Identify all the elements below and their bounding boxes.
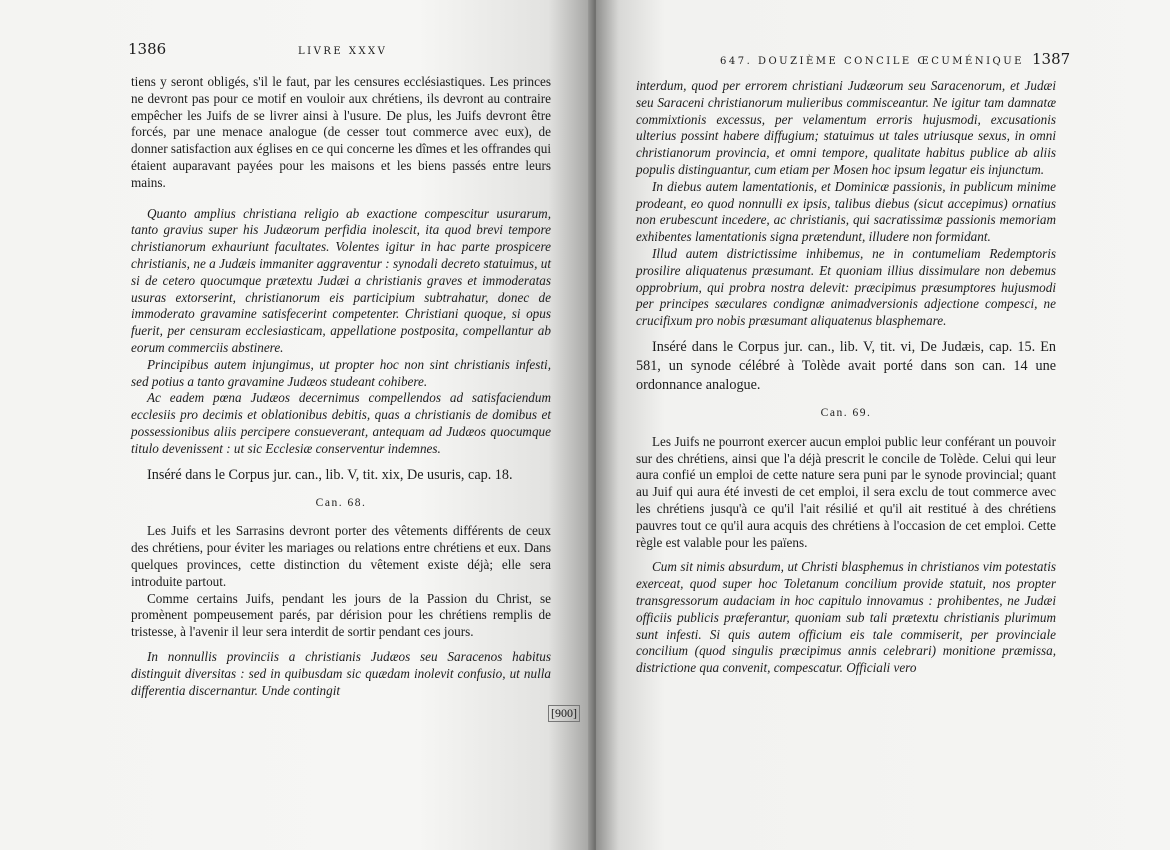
canon-heading: Can. 68. — [315, 496, 367, 509]
right-page — [596, 0, 1170, 850]
right-running-title: 647. DOUZIÈME CONCILE ŒCUMÉNIQUE — [720, 56, 1024, 67]
margin-page-reference: [900] — [548, 705, 580, 722]
canon-heading: Can. 69. — [820, 406, 872, 419]
right-page-number: 1387 — [1032, 50, 1071, 68]
source-note: Inséré dans le Corpus jur. can., lib. V, tit. vi, De Judæis, cap. 15. En 581, un synode célébré à Tolède avait porté dans son can. 14 une ordonnance analogue. — [636, 338, 1056, 393]
paragraph: Comme certains Juifs, pendant les jours de la Passion du Christ, se promènent pompeusement parés, par dérision pour les chrétiens remplis de tristesse, à l'avenir il leur sera interdit de sortir pendant ces jours. — [131, 590, 551, 640]
latin-paragraph: Cum sit nimis absurdum, ut Christi blasphemus in christianos vim potestatis exerceat, quod super hoc Toletanum concilium provide statuit, nos propter transgressorum audaciam in hoc capitulo innovamus : prohibentes, ne Judæi officiis publicis præferantur, quoniam sub tali prætextu christianis plurimum sunt infesti. Si quis autem officium eis tale commiserit, per provinciale concilium (quod singulis præcipimus annis celebrari) monitione præmissa, districtione qua convenit, compescatur. Officiali vero — [636, 559, 1056, 676]
latin-paragraph: Illud autem districtissime inhibemus, ne in contumeliam Redemptoris prosilire aliquatenus præsumant. Et quoniam illius dissimulare non debemus opprobrium, qui probra nostra delevit: præcipimus præsumptores hujusmodi per principes sæculares condignæ animadversionis adjectione compesci, ne crucifixum pro nobis præsumant aliquatenus blasphemare. — [636, 245, 1056, 329]
latin-paragraph: In diebus autem lamentationis, et Dominicæ passionis, in publicum minime prodeant, eo quod nonnulli ex ipsis, talibus diebus (sicut accepimus) ornatius non erubescunt incedere, ac christianis, qui sacratissimæ passionis memoriam exhibentes lamentationis signa prætendunt, illudere non formidant. — [636, 178, 1056, 245]
left-page-number: 1386 — [128, 40, 167, 58]
source-note: Inséré dans le Corpus jur. can., lib. V, tit. xix, De usuris, cap. 18. — [147, 466, 513, 483]
latin-paragraph: interdum, quod per errorem christiani Judæorum seu Saracenorum, et Judæi seu Saraceni christianorum mulieribus commisceantur. Ne igitur tam damnatæ commixtionis excessus, per velamentum erroris hujusmodi, excusationis ulterius possint habere diffugium; statuimus ut tales utriusque sexus, in omni christianorum provincia, et omni tempore, qualitate habitus publice ab aliis populis distinguantur, cum etiam per Mosen hoc ipsum legatur eis injunctum. — [636, 78, 1056, 177]
latin-paragraph: Principibus autem injungimus, ut propter hoc non sint christianis infesti, sed potius a tanto gravamine Judæos studeant cohibere. — [131, 356, 551, 389]
left-running-title: LIVRE XXXV — [298, 46, 388, 57]
latin-paragraph: In nonnullis provinciis a christianis Judæos seu Saracenos habitus distinguit diversitas : sed in quibusdam sic quædam inolevit confusio, ut nulla differentia discernantur. Unde contingit — [131, 648, 551, 698]
paragraph: tiens y seront obligés, s'il le faut, par les censures ecclésiastiques. Les princes ne devront pas pour ce motif en vouloir aux chrétiens, ils devront au contraire empêcher les Juifs de se livrer ainsi à l'usure. De plus, les Juifs devront être forcés, par une menace analogue (de cesser tout commerce avec eux), de donner satisfaction aux églises en ce qui concerne les dîmes et les offrandes qui étaient auparavant payées pour les maisons et les biens passés entre leurs mains. — [131, 74, 551, 190]
latin-paragraph: Quanto amplius christiana religio ab exactione compescitur usurarum, tanto gravius super his Judæorum perfidia inolescit, ita quod brevi tempore christianorum exhauriunt facultates. Volentes igitur in hac parte prospicere christianis, ne a Judæis immaniter aggraventur : synodali decreto statuimus, ut si de cetero quocumque prætextu Judæi a christianis graves et immoderatas usuras extorserint, christianorum eis participium subtrahatur, donec de immoderato gravamine satisfecerint competenter. Christiani quoque, si opus fuerit, per censuram ecclesiasticam, appellatione postposita, compellantur ab eorum commerciis abstinere. — [131, 205, 551, 355]
paragraph: Les Juifs et les Sarrasins devront porter des vêtements différents de ceux des chrétiens, pour éviter les mariages ou relations entre chrétiens et eux. Dans quelques provinces, cette distinction du vêtement existe déjà; elle sera introduite partout. — [131, 523, 551, 589]
paragraph: Les Juifs ne pourront exercer aucun emploi public leur conférant un pouvoir sur des chrétiens, ainsi que l'a déjà prescrit le concile de Tolède. Celui qui leur aura confié un emploi de cette nature sera puni par le synode provincial; quant au Juif qui aura été investi de cet emploi, il sera exclu de tout commerce avec les chrétiens jusqu'à ce qu'il l'ait résilié et qu'il ait restitué à des chrétiens pauvres tout ce qu'il aura acquis des chrétiens à l'occasion de cet emploi. Cette règle est valable pour les païens. — [636, 433, 1056, 550]
left-text-block — [131, 74, 551, 699]
latin-paragraph: Ac eadem pœna Judæos decernimus compellendos ad satisfaciendum ecclesiis pro decimis et oblationibus debitis, quas a christianis de domibus et possessionibus aliis percipere consueverant, antequam ad Judæos quocumque titulo devenissent : ut sic Ecclesiæ conserventur indemnes. — [131, 390, 551, 456]
right-text-block — [636, 78, 1056, 677]
